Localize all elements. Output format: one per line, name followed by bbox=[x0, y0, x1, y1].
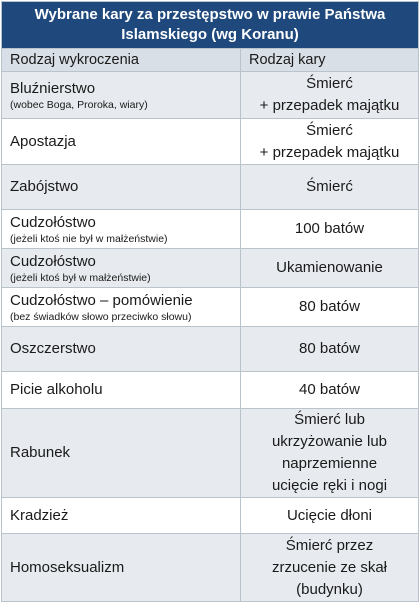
table-header-row bbox=[2, 49, 419, 72]
punishment-cell bbox=[241, 119, 419, 165]
punishment-line: Śmierć przez bbox=[285, 536, 374, 554]
header-punishment: Rodzaj kary bbox=[241, 49, 419, 72]
table-row bbox=[2, 534, 419, 602]
punishment-line: Ukamienowanie bbox=[276, 259, 383, 276]
punishment-line: (budynku) bbox=[296, 580, 363, 598]
offense-label: Oszczerstwo bbox=[10, 340, 96, 357]
offense-label: Picie alkoholu bbox=[10, 381, 103, 398]
table-row bbox=[2, 119, 419, 165]
offense-cell bbox=[2, 210, 241, 249]
offense-cell bbox=[2, 372, 241, 409]
punishment-line: zrzucenie ze skał bbox=[271, 558, 388, 576]
offense-cell bbox=[2, 534, 241, 602]
table-row bbox=[2, 72, 419, 119]
punishment-cell bbox=[241, 534, 419, 602]
offense-label: Rabunek bbox=[10, 444, 71, 461]
punishment-line: 40 batów bbox=[299, 381, 360, 398]
punishment-line: Śmierć bbox=[306, 75, 353, 92]
offense-note: (jeżeli ktoś był w małżeństwie) bbox=[10, 271, 151, 284]
punishment-line: + przepadek majątku bbox=[259, 143, 400, 161]
header-offense: Rodzaj wykroczenia bbox=[2, 49, 241, 72]
table-row bbox=[2, 409, 419, 498]
offense-label: Cudzołóstwo bbox=[10, 213, 96, 231]
offense-cell bbox=[2, 288, 241, 327]
offense-cell bbox=[2, 409, 241, 498]
offense-cell bbox=[2, 498, 241, 534]
offense-cell bbox=[2, 119, 241, 165]
punishment-cell bbox=[241, 498, 419, 534]
punishment-line: ucięcie ręki i nogi bbox=[271, 477, 388, 494]
offense-label: Cudzołóstwo – pomówienie bbox=[10, 291, 193, 309]
table-row bbox=[2, 327, 419, 372]
punishment-line: 80 batów bbox=[299, 298, 360, 315]
table-title-row bbox=[2, 2, 419, 49]
offense-cell bbox=[2, 72, 241, 119]
punishment-cell bbox=[241, 165, 419, 210]
punishment-cell bbox=[241, 409, 419, 498]
table-title-line-2: Islamskiego (wg Koranu) bbox=[121, 26, 299, 43]
table-row bbox=[2, 210, 419, 249]
offense-cell bbox=[2, 327, 241, 372]
punishment-cell bbox=[241, 72, 419, 119]
table-title bbox=[2, 2, 419, 49]
punishment-cell bbox=[241, 327, 419, 372]
punishment-cell bbox=[241, 249, 419, 288]
offense-label: Zabójstwo bbox=[10, 178, 79, 195]
punishment-line: 80 batów bbox=[299, 340, 360, 357]
punishments-table-container bbox=[1, 1, 418, 603]
table-row bbox=[2, 498, 419, 534]
offense-label: Cudzołóstwo bbox=[10, 252, 96, 270]
offense-label: Apostazja bbox=[10, 132, 76, 150]
punishment-line: Śmierć bbox=[306, 178, 353, 195]
offense-note: (bez świadków słowo przeciwko słowu) bbox=[10, 310, 192, 323]
punishment-line: 100 batów bbox=[294, 220, 365, 237]
punishments-table bbox=[1, 1, 419, 602]
punishment-line: Śmierć lub bbox=[294, 411, 365, 428]
offense-cell bbox=[2, 165, 241, 210]
table-row bbox=[2, 288, 419, 327]
punishment-line: Ucięcie dłoni bbox=[286, 506, 373, 524]
offense-label: Homoseksualizm bbox=[10, 558, 125, 576]
table-title-line-1: Wybrane kary za przestępstwo w prawie Państwa bbox=[34, 6, 386, 23]
table-row bbox=[2, 165, 419, 210]
punishment-cell bbox=[241, 210, 419, 249]
punishment-line: Śmierć bbox=[306, 121, 353, 139]
offense-cell bbox=[2, 249, 241, 288]
offense-note: (wobec Boga, Proroka, wiary) bbox=[10, 98, 148, 111]
table-row bbox=[2, 249, 419, 288]
punishment-line: naprzemienne bbox=[281, 455, 378, 472]
punishment-cell bbox=[241, 372, 419, 409]
offense-label: Kradzież bbox=[10, 506, 69, 524]
offense-note: (jeżeli ktoś nie był w małżeństwie) bbox=[10, 232, 168, 245]
table-row bbox=[2, 372, 419, 409]
offense-label: Bluźnierstwo bbox=[10, 79, 96, 97]
punishment-cell bbox=[241, 288, 419, 327]
punishment-line: + przepadek majątku bbox=[259, 97, 400, 114]
table-body bbox=[2, 72, 419, 602]
punishment-line: ukrzyżowanie lub bbox=[271, 433, 388, 450]
